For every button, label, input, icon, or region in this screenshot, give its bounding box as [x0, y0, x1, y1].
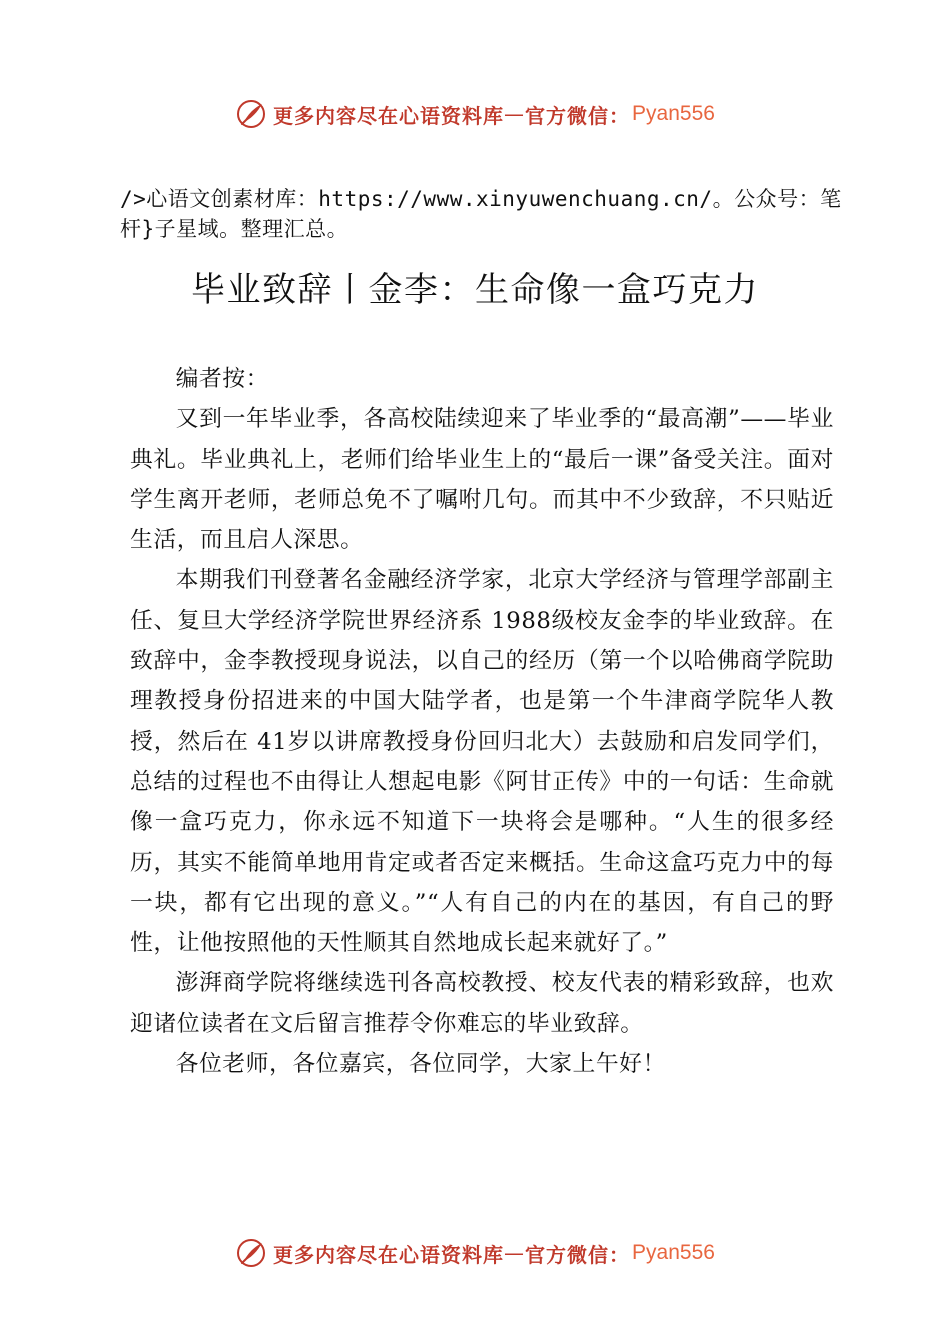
banner-dash: — [504, 102, 526, 126]
banner-dash: — [504, 1241, 526, 1265]
banner-wechat-id: Pyan556 [632, 102, 715, 125]
footer-banner [0, 1231, 950, 1275]
paragraph: 本期我们刊登著名金融经济学家，北京大学经济与管理学部副主任、复旦大学经济学院世界经济系 1988级校友金李的毕业致辞。在致辞中，金李教授现身说法，以自己的经历（第一个以哈佛商学院助理教授身份招进来的中国大陆学者，也是第一个牛津商学院华人教授，然后在 41岁以讲席教授身份回归北大）去鼓励和启发同学们，总结的过程也不由得让人想起电影《阿甘正传》中的一句话：生命就像一盒巧克力，你永远不知道下一块将会是哪种。“人生的很多经历，其实不能简单地用肯定或者否定来概括。生命这盒巧克力中的每一块，都有它出现的意义。”“人有自己的内在的基因，有自己的野性，让他按照他的天性顺其自然地成长起来就好了。” [130, 567, 834, 957]
editor-note-label: 编者按： [175, 366, 269, 392]
source-line: />心语文创素材库：https://www.xinyuwenchuang.cn/。公众号：笔杆}子星域。整理汇总。 [120, 187, 842, 241]
article-body [130, 359, 834, 1084]
banner-wechat-id: Pyan556 [632, 1241, 715, 1264]
page-title: 毕业致辞丨金李：生命像一盒巧克力 [191, 270, 759, 310]
paragraph: 又到一年毕业季，各高校陆续迎来了毕业季的“最高潮”——毕业典礼。毕业典礼上，老师们给毕业生上的“最后一课”备受关注。面对学生离开老师，老师总免不了嘱咐几句。而其中不少致辞，不只贴近生活，而且启人深思。 [130, 406, 834, 554]
paragraph: 各位老师，各位嘉宾，各位同学，大家上午好！ [175, 1051, 666, 1078]
feather-pen-logo-icon [235, 98, 267, 130]
banner-text: 更多内容尽在心语资料库 [273, 103, 505, 128]
paragraph: 澎湃商学院将继续选刊各高校教授、校友代表的精彩致辞，也欢迎诸位读者在文后留言推荐令你难忘的毕业致辞。 [130, 970, 834, 1037]
banner-wechat-label: 官方微信： [525, 103, 631, 128]
banner-text: 更多内容尽在心语资料库 [273, 1242, 505, 1267]
banner-wechat-label: 官方微信： [525, 1242, 631, 1267]
header-banner [0, 92, 950, 136]
feather-pen-logo-icon [235, 1237, 267, 1269]
